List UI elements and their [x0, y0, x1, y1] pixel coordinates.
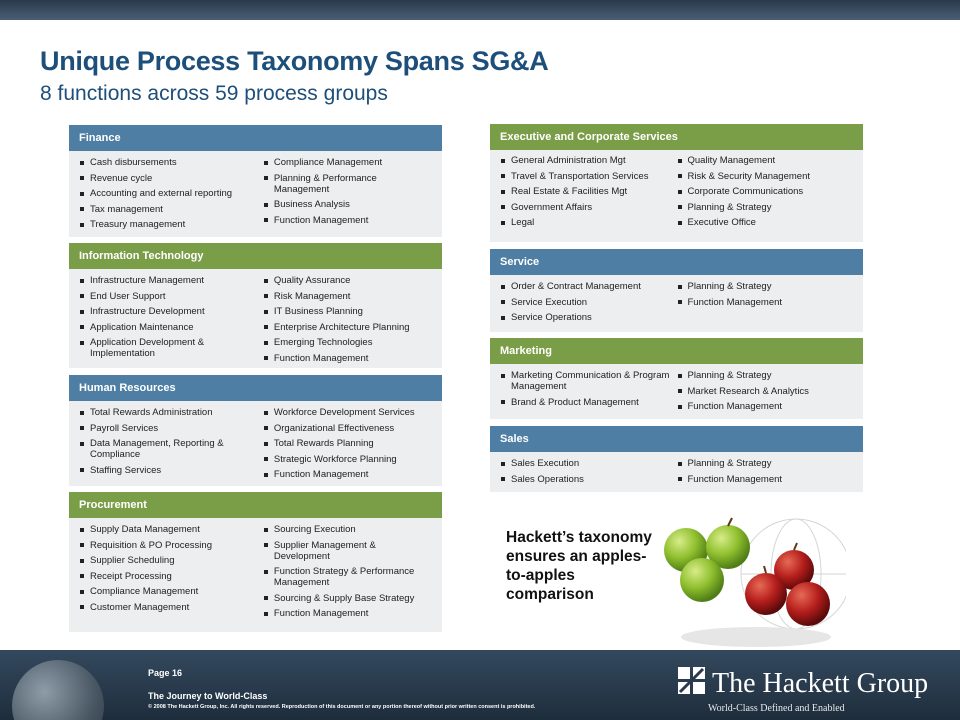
list-item: Business Analysis — [263, 199, 432, 210]
list-item: Planning & Strategy — [677, 370, 854, 381]
list-item: Travel & Transportation Services — [500, 171, 677, 182]
company-tagline: World-Class Defined and Enabled — [708, 703, 845, 714]
list-item: Marketing Communication & Program Management — [500, 370, 677, 392]
list-item: Service Operations — [500, 312, 677, 323]
finance-left-list — [79, 157, 263, 235]
panel-header-marketing: Marketing — [490, 338, 863, 364]
list-item: Supplier Management & Development — [263, 540, 432, 562]
list-item: Function Management — [263, 215, 432, 226]
hr-right-list — [263, 407, 432, 485]
list-item: Payroll Services — [79, 423, 263, 434]
top-banner — [0, 0, 960, 20]
list-item: General Administration Mgt — [500, 155, 677, 166]
list-item: Staffing Services — [79, 465, 263, 476]
it-left-list — [79, 275, 263, 369]
hackett-logo-icon — [678, 667, 706, 695]
list-item: End User Support — [79, 291, 263, 302]
list-item: Supply Data Management — [79, 524, 263, 535]
list-item: Application Development & Implementation — [79, 337, 263, 359]
list-item: Sourcing Execution — [263, 524, 432, 535]
panel-header-executive: Executive and Corporate Services — [490, 124, 863, 150]
service-left-list — [500, 281, 677, 328]
list-item: Compliance Management — [263, 157, 432, 168]
list-item: Compliance Management — [79, 586, 263, 597]
panel-executive — [490, 124, 863, 242]
panel-header-finance: Finance — [69, 125, 442, 151]
list-item: Risk Management — [263, 291, 432, 302]
executive-left-list — [500, 155, 677, 233]
list-item: Customer Management — [79, 602, 263, 613]
panel-header-hr: Human Resources — [69, 375, 442, 401]
list-item: Total Rewards Administration — [79, 407, 263, 418]
list-item: Quality Management — [677, 155, 854, 166]
list-item: Government Affairs — [500, 202, 677, 213]
panel-header-service: Service — [490, 249, 863, 275]
list-item: Total Rewards Planning — [263, 438, 432, 449]
sales-left-list — [500, 458, 677, 489]
list-item: Treasury management — [79, 219, 263, 230]
executive-right-list — [677, 155, 854, 233]
list-item: IT Business Planning — [263, 306, 432, 317]
list-item: Data Management, Reporting & Compliance — [79, 438, 263, 460]
list-item: Function Management — [677, 401, 854, 412]
list-item: Infrastructure Management — [79, 275, 263, 286]
list-item: Quality Assurance — [263, 275, 432, 286]
list-item: Organizational Effectiveness — [263, 423, 432, 434]
finance-right-list — [263, 157, 432, 235]
list-item: Supplier Scheduling — [79, 555, 263, 566]
list-item: Cash disbursements — [79, 157, 263, 168]
panel-procurement — [69, 492, 442, 632]
list-item: Planning & Strategy — [677, 202, 854, 213]
list-item: Function Management — [677, 297, 854, 308]
list-item: Sales Execution — [500, 458, 677, 469]
list-item: Function Management — [263, 353, 432, 364]
list-item: Emerging Technologies — [263, 337, 432, 348]
list-item: Function Management — [677, 474, 854, 485]
list-item: Strategic Workforce Planning — [263, 454, 432, 465]
list-item: Tax management — [79, 204, 263, 215]
list-item: Sales Operations — [500, 474, 677, 485]
list-item: Function Strategy & Performance Management — [263, 566, 432, 588]
list-item: Sourcing & Supply Base Strategy — [263, 593, 432, 604]
panel-service — [490, 249, 863, 332]
list-item: Function Management — [263, 608, 432, 619]
list-item: Real Estate & Facilities Mgt — [500, 186, 677, 197]
procurement-right-list — [263, 524, 432, 624]
list-item: Planning & Strategy — [677, 281, 854, 292]
list-item: Planning & Performance Management — [263, 173, 432, 195]
list-item: Risk & Security Management — [677, 171, 854, 182]
procurement-left-list — [79, 524, 263, 624]
list-item: Corporate Communications — [677, 186, 854, 197]
panel-header-procurement: Procurement — [69, 492, 442, 518]
list-item: Market Research & Analytics — [677, 386, 854, 397]
panel-finance — [69, 125, 442, 237]
list-item: Order & Contract Management — [500, 281, 677, 292]
list-item: Legal — [500, 217, 677, 228]
marketing-left-list — [500, 370, 677, 417]
service-right-list — [677, 281, 854, 328]
list-item: Planning & Strategy — [677, 458, 854, 469]
list-item: Service Execution — [500, 297, 677, 308]
list-item: Revenue cycle — [79, 173, 263, 184]
sales-right-list — [677, 458, 854, 489]
panel-sales — [490, 426, 863, 492]
panel-header-sales: Sales — [490, 426, 863, 452]
list-item: Enterprise Architecture Planning — [263, 322, 432, 333]
page-title: Unique Process Taxonomy Spans SG&A — [40, 46, 549, 76]
it-right-list — [263, 275, 432, 369]
page-number: Page 16 — [148, 668, 183, 678]
panel-marketing — [490, 338, 863, 419]
panel-hr — [69, 375, 442, 486]
list-item: Executive Office — [677, 217, 854, 228]
apples-image — [656, 512, 846, 652]
panel-header-it: Information Technology — [69, 243, 442, 269]
list-item: Receipt Processing — [79, 571, 263, 582]
list-item: Infrastructure Development — [79, 306, 263, 317]
footer-journey: The Journey to World-Class — [148, 691, 268, 701]
list-item: Function Management — [263, 469, 432, 480]
list-item: Brand & Product Management — [500, 397, 677, 408]
list-item: Application Maintenance — [79, 322, 263, 333]
list-item: Workforce Development Services — [263, 407, 432, 418]
panel-it — [69, 243, 442, 368]
page-subtitle: 8 functions across 59 process groups — [40, 82, 388, 105]
marketing-right-list — [677, 370, 854, 417]
list-item: Accounting and external reporting — [79, 188, 263, 199]
list-item: Requisition & PO Processing — [79, 540, 263, 551]
hr-left-list — [79, 407, 263, 485]
footer-copyright: © 2008 The Hackett Group, Inc. All rights reserved. Reproduction of this document or any portion thereof without prior written consent is prohibited. — [148, 704, 536, 710]
company-logo-text: The Hackett Group — [712, 668, 929, 699]
callout-text: Hackett’s taxonomy ensures an apples-to-apples comparison — [506, 529, 652, 603]
